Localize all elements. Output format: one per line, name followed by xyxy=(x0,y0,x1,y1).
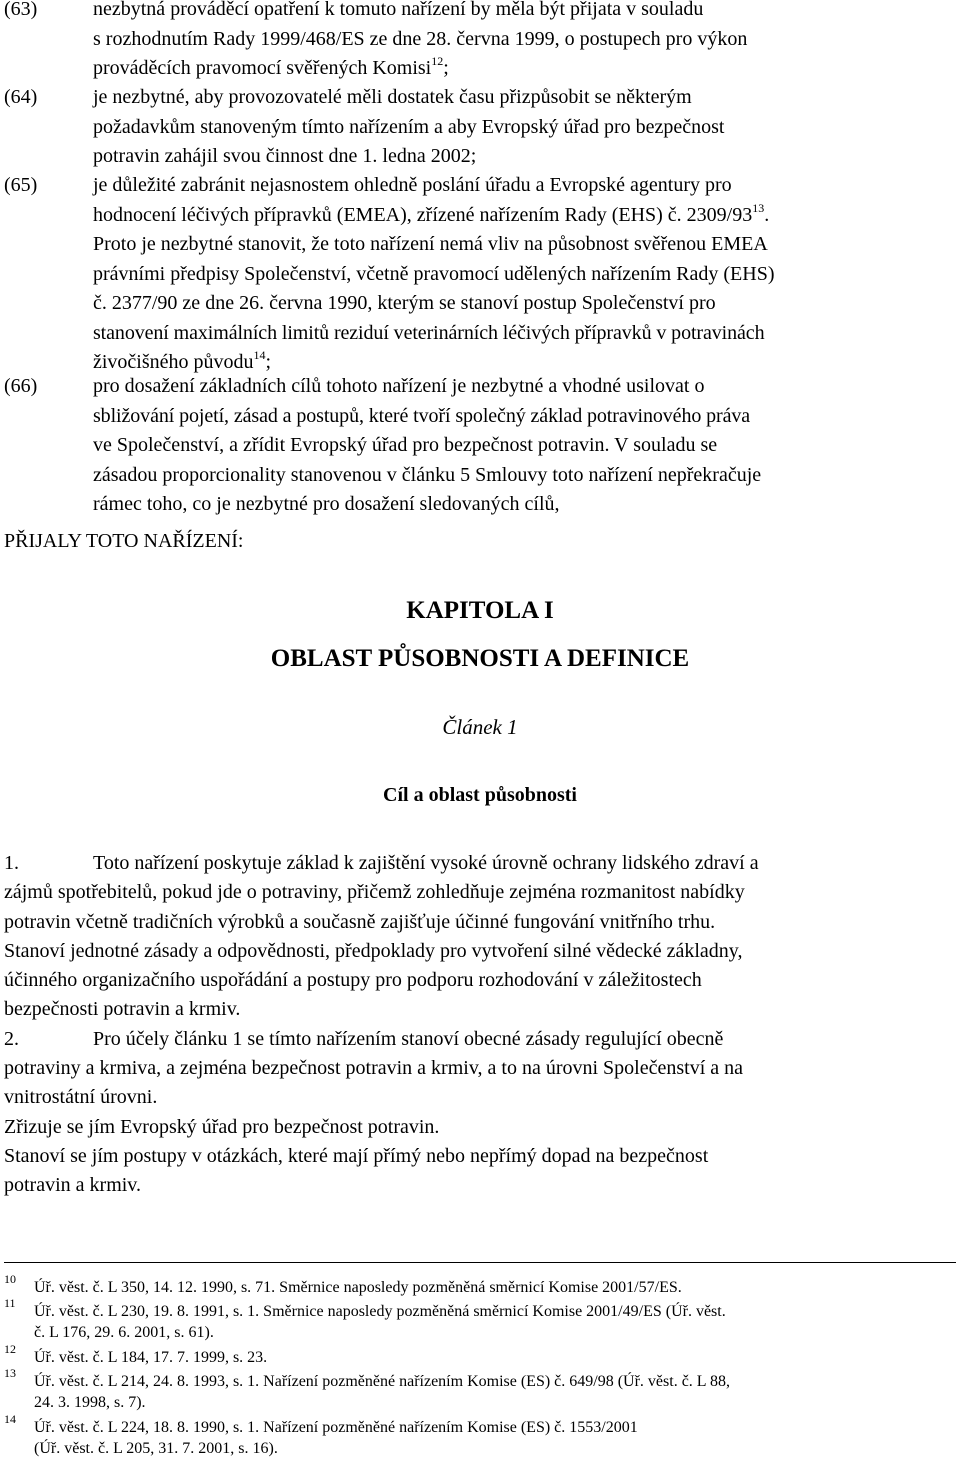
footnote-text: Úř. věst. č. L 214, 24. 8. 1993, s. 1. Nařízení pozměněné nařízením Komise (ES) č. 649/98 (Úř. věst. č. L 88, 24. 3. 1998, s. 7). xyxy=(34,1373,730,1411)
footnote-number: 14 xyxy=(4,1412,16,1426)
paragraph-4: Stanoví se jím postupy v otázkách, které mají přímý nebo nepřímý dopad na bezpečnost potravin a krmiv. xyxy=(4,1144,709,1197)
recital-number: (63) xyxy=(4,0,38,20)
chapter-heading: KAPITOLA I xyxy=(406,597,554,624)
recital-number: (65) xyxy=(4,174,38,196)
footnote-ref[interactable]: 12 xyxy=(431,54,444,68)
footnote-11 xyxy=(4,1296,956,1343)
footnote-10 xyxy=(4,1272,956,1298)
footnote-text: Úř. věst. č. L 184, 17. 7. 1999, s. 23. xyxy=(34,1349,268,1366)
paragraph-2: 2. Pro účely článku 1 se tímto nařízením stanoví obecné zásady regulující obecně potraviny a krmiva, a zejména bezpečnost potravin a krmiv, a to na úrovni Společenství a na vnitrostátní úrovni. xyxy=(4,1025,956,1113)
footnote-number: 12 xyxy=(4,1342,16,1356)
recital-number: (64) xyxy=(4,86,38,108)
footnote-text: Úř. věst. č. L 350, 14. 12. 1990, s. 71. Směrnice naposledy pozměněná směrnicí Komise 2001/57/ES. xyxy=(34,1279,682,1296)
recital-text: pro dosažení základních cílů tohoto nařízení je nezbytné a vhodné usilovat o sbližování pojetí, zásad a postupů, které tvoří společný základ potravinového práva ve Společenství, a zřídit Evropský úřad pro bezpečnost potravin. V souladu se zásadou proporcionality stanovenou v článku 5 Smlouvy toto nařízení nepřekračuje rámec toho, co je nezbytné pro dosažení sledovaných cílů, xyxy=(93,375,762,515)
article-title: Cíl a oblast působnosti xyxy=(383,784,577,806)
footnote-number: 10 xyxy=(4,1272,16,1286)
footnote-14 xyxy=(4,1412,956,1459)
recital-65 xyxy=(4,171,954,378)
adoption-formula: PŘIJALY TOTO NAŘÍZENÍ: xyxy=(4,530,244,552)
recital-text: nezbytná prováděcí opatření k tomuto nařízení by měla být přijata v souladu s rozhodnutím Rady 1999/468/ES ze dne 28. června 1999, o postupech pro výkon prováděcích pravomocí svěřených Komisi$^{12}$; xyxy=(93,0,748,79)
paragraph-number: 2. xyxy=(4,1027,19,1050)
footnote-text: Úř. věst. č. L 230, 19. 8. 1991, s. 1. Směrnice naposledy pozměněná směrnicí Komise 2001/49/ES (Úř. věst. č. L 176, 29. 6. 2001, s. 61). xyxy=(34,1303,726,1341)
recital-66 xyxy=(4,372,954,520)
recital-text: je důležité zabránit nejasnostem ohledně poslání úřadu a Evropské agentury pro hodnocení léčivých přípravků (EMEA), zřízené nařízením Rady (EHS) č. $2309/93^{13}$. Proto je nezbytné stanovit, že toto nařízení nemá vliv na působnost svěřenou EMEA právními předpisy Společenství, včetně pravomocí udělených nařízením Rady (EHS) č. 2377/90 ze dne 26. června 1990, kterým se stanoví postup Společenství pro stanovení maximálních limitů reziduí veterinárních léčivých přípravků v potravinách živočišného původu$^{14}$; xyxy=(93,174,775,373)
footnote-ref[interactable]: 14 xyxy=(253,348,266,362)
recital-64 xyxy=(4,83,954,172)
footnote-ref[interactable]: 13 xyxy=(752,200,765,215)
footnote-number: 11 xyxy=(4,1296,16,1310)
footnote-13 xyxy=(4,1366,956,1413)
article-body xyxy=(4,849,956,1201)
chapter-title: OBLAST PŮSOBNOSTI A DEFINICE xyxy=(270,645,690,672)
paragraph-1: 1. Toto nařízení poskytuje základ k zajištění vysoké úrovně ochrany lidského zdraví a zájmů spotřebitelů, pokud jde o potraviny, přičemž zohledňuje zejména rozmanitost nabídky potravin včetně tradičních výrobků a současně zajišťuje účinné fungování vnitřního trhu. Stanoví jednotné zásady a odpovědnosti, předpoklady pro vytvoření silné vědecké základny, účinného organizačního uspořádání a postupy pro podporu rozhodování v záležitostech bezpečnosti potravin a krmiv. xyxy=(4,849,956,1025)
recital-63 xyxy=(4,0,954,84)
article-heading: Článek 1 xyxy=(442,715,518,739)
footnote-separator xyxy=(4,1262,956,1263)
paragraph-3: Zřizuje se jím Evropský úřad pro bezpečnost potravin. xyxy=(4,1115,440,1138)
footnote-number: 13 xyxy=(4,1366,16,1380)
recital-text: je nezbytné, aby provozovatelé měli dostatek času přizpůsobit se některým požadavkům stanoveným tímto nařízením a aby Evropský úřad pro bezpečnost potravin zahájil svou činnost dne 1. ledna 2002; xyxy=(93,86,725,167)
paragraph-number: 1. xyxy=(4,852,19,874)
footnote-text: Úř. věst. č. L 224, 18. 8. 1990, s. 1. Nařízení pozměněné nařízením Komise (ES) č. 1553/2001 (Úř. věst. č. L 205, 31. 7. 2001, s. 16). xyxy=(34,1419,638,1457)
recital-number: (66) xyxy=(4,375,38,397)
footnote-12 xyxy=(4,1342,956,1368)
